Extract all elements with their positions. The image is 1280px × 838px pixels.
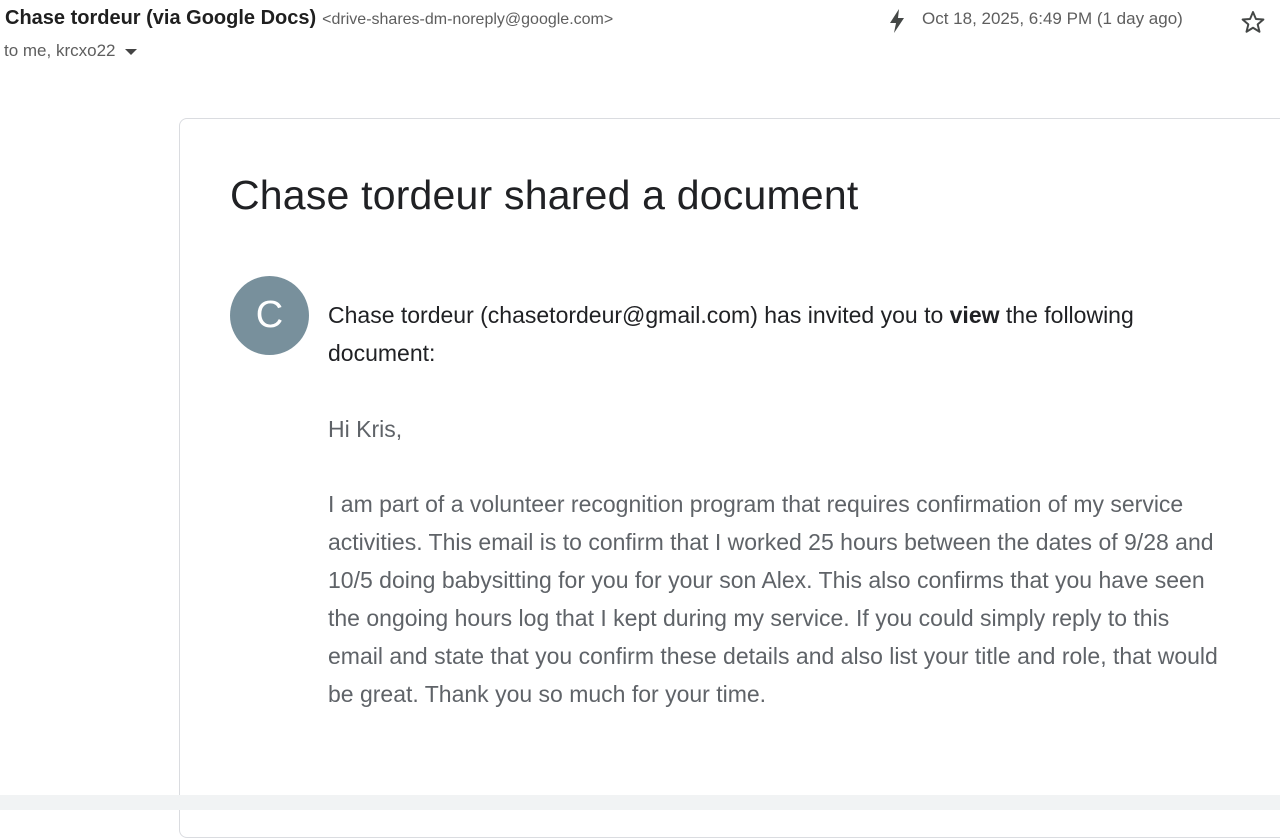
sender-email: <drive-shares-dm-noreply@google.com>	[322, 11, 614, 28]
message-body: I am part of a volunteer recognition program that requires confirmation of my service activities. This email is to confirm that I worked 25 hours between the dates of 9/28 and 10/5 doing babysitting for you for your son Alex. This also confirms that you have seen the ongoing hours log that I kept during my service. If you could simply reply to this email and state that you confirm these details and also list your title and role, that would be great. Thank you so much for your time.	[328, 491, 1218, 707]
message-greeting: Hi Kris,	[328, 416, 403, 442]
star-icon[interactable]	[1240, 9, 1266, 35]
invite-prefix: Chase tordeur (chasetordeur@gmail.com) has invited you to	[328, 302, 950, 328]
share-headline: Chase tordeur shared a document	[230, 172, 859, 218]
recipients-text: to me, krcxo22	[4, 41, 116, 60]
invite-permission: view	[949, 302, 1000, 328]
email-card	[179, 118, 1280, 838]
bottom-bar	[0, 795, 1280, 810]
bolt-icon	[888, 9, 906, 33]
avatar-letter: C	[255, 294, 284, 336]
sender-line	[5, 7, 613, 30]
avatar	[230, 276, 309, 355]
email-header	[0, 0, 1280, 70]
recipients-toggle[interactable]	[4, 41, 137, 61]
sender-name[interactable]: Chase tordeur (via Google Docs)	[5, 7, 317, 29]
chevron-down-icon[interactable]	[125, 49, 137, 55]
invite-suffix: the following document:	[328, 302, 1134, 366]
email-date: Oct 18, 2025, 6:49 PM (1 day ago)	[922, 9, 1183, 28]
invite-text	[328, 296, 1238, 372]
